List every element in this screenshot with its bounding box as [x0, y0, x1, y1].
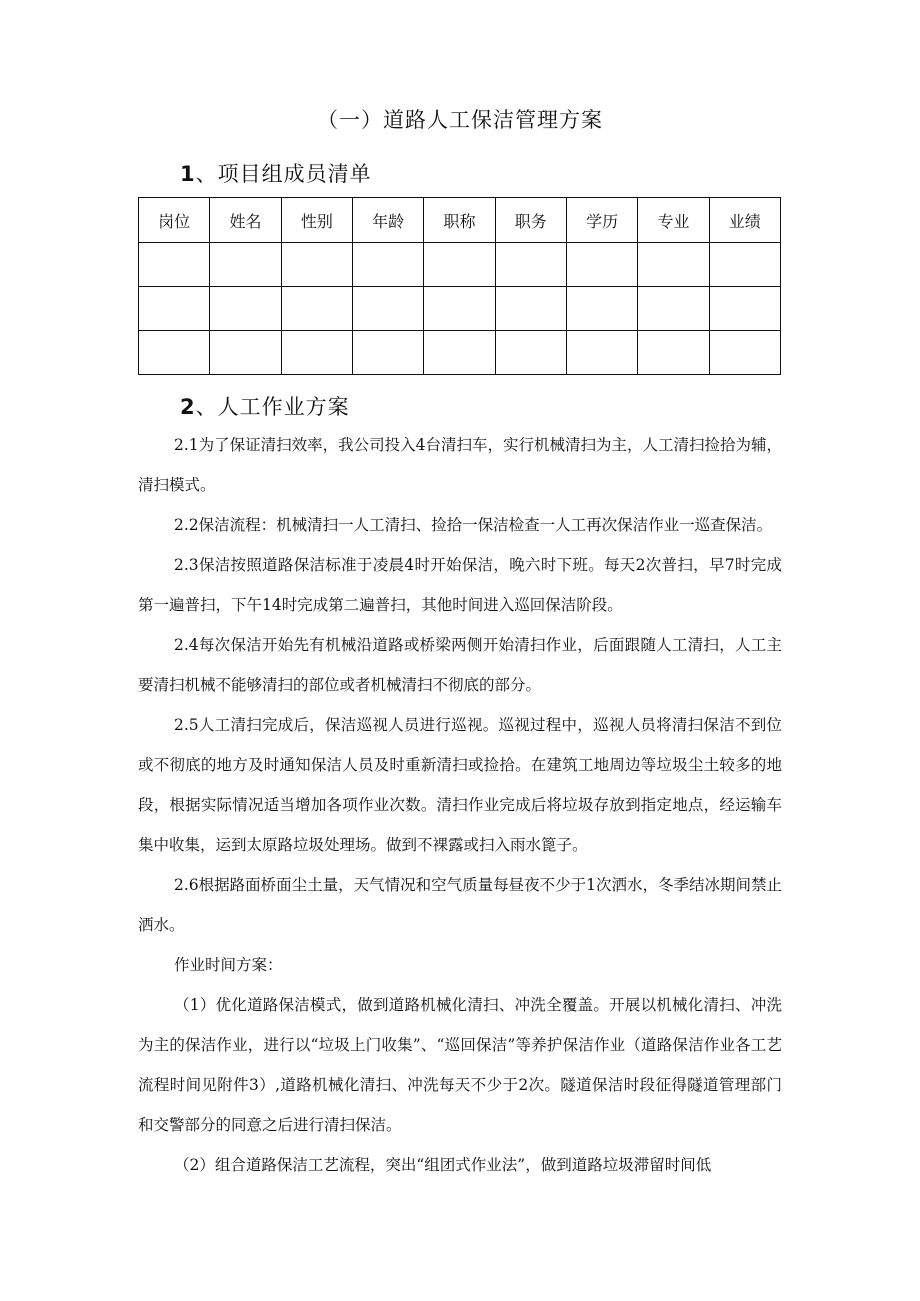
table-cell: [210, 287, 281, 331]
table-row: [139, 331, 781, 375]
column-header: 职务: [495, 198, 566, 243]
table-cell: [424, 243, 495, 287]
table-cell: [139, 331, 210, 375]
table-row: [139, 243, 781, 287]
table-cell: [281, 243, 352, 287]
column-header: 学历: [566, 198, 637, 243]
table-row: [139, 287, 781, 331]
column-header: 专业: [638, 198, 709, 243]
table-cell: [424, 331, 495, 375]
paragraph: 2.1为了保证清扫效率，我公司投入4台清扫车，实行机械清扫为主，人工清扫捡拾为辅，清扫模式。: [138, 436, 783, 494]
paragraph: 2.4每次保洁开始先有机械沿道路或桥梁两侧开始清扫作业，后面跟随人工清扫，人工主要清扫机械不能够清扫的部位或者机械清扫不彻底的部分。: [138, 636, 782, 694]
table-cell: [638, 331, 709, 375]
section-number: 2: [180, 395, 196, 419]
paragraph: 2.5人工清扫完成后，保洁巡视人员进行巡视。巡视过程中，巡视人员将清扫保洁不到位或不彻底的地方及时通知保洁人员及时重新清扫或捡拾。在建筑工地周边等垃圾尘土较多的地段，根据实际情况适当增加各项作业次数。清扫作业完成后将垃圾存放到指定地点，经运输车集中收集，运到太原路垃圾处理场。做到不裸露或扫入雨水篦子。: [138, 716, 782, 854]
table-cell: [566, 287, 637, 331]
table-cell: [139, 243, 210, 287]
table-cell: [495, 243, 566, 287]
section-number: 1: [180, 162, 196, 186]
table-cell: [424, 287, 495, 331]
table-cell: [709, 243, 780, 287]
table-cell: [281, 331, 352, 375]
paragraph: （1）优化道路保洁模式，做到道路机械化清扫、冲洗全覆盖。开展以机械化清扫、冲洗为主的保洁作业，进行以“垃圾上门收集”、“巡回保洁”等养护保洁作业（道路保洁作业各工艺流程时间见附件3）,道路机械化清扫、冲洗每天不少于2次。隧道保洁时段征得隧道管理部门和交警部分的同意之后进行清扫保洁。: [138, 996, 782, 1134]
table-cell: [210, 331, 281, 375]
document-body: [138, 425, 782, 1185]
table-cell: [495, 287, 566, 331]
paragraph: （2）组合道路保洁工艺流程，突出“组团式作业法”，做到道路垃圾滞留时间低: [174, 1156, 712, 1174]
table-cell: [709, 287, 780, 331]
paragraph: 2.2保洁流程：机械清扫一人工清扫、捡拾一保洁检查一人工再次保洁作业一巡查保洁。: [174, 516, 773, 534]
table-cell: [709, 331, 780, 375]
section-title: 、项目组成员清单: [195, 162, 372, 186]
table-cell: [210, 243, 281, 287]
table-cell: [352, 331, 423, 375]
paragraph: 2.3保洁按照道路保洁标准于凌晨4时开始保洁，晚六时下班。每天2次普扫，早7时完成第一遍普扫，下午14时完成第二遍普扫，其他时间进入巡回保洁阶段。: [138, 556, 782, 614]
section-title: 、人工作业方案: [195, 395, 350, 419]
column-header: 业绩: [709, 198, 780, 243]
table-cell: [495, 331, 566, 375]
section-heading-roster: [180, 158, 372, 188]
roster-table: [138, 197, 781, 375]
table-header-row: [139, 198, 781, 243]
section-heading-plan: [180, 391, 350, 421]
table-cell: [638, 287, 709, 331]
paragraph: 作业时间方案：: [174, 956, 283, 974]
column-header: 岗位: [139, 198, 210, 243]
table-cell: [566, 331, 637, 375]
table-cell: [352, 243, 423, 287]
column-header: 姓名: [210, 198, 281, 243]
column-header: 年龄: [352, 198, 423, 243]
table-cell: [139, 287, 210, 331]
column-header: 性别: [281, 198, 352, 243]
table-cell: [281, 287, 352, 331]
paragraph: 2.6根据路面桥面尘土量，天气情况和空气质量每昼夜不少于1次洒水，冬季结冰期间禁止洒水。: [138, 876, 783, 934]
table-cell: [352, 287, 423, 331]
table-cell: [566, 243, 637, 287]
column-header: 职称: [424, 198, 495, 243]
document-title: （一）道路人工保洁管理方案: [317, 108, 603, 132]
table-cell: [638, 243, 709, 287]
